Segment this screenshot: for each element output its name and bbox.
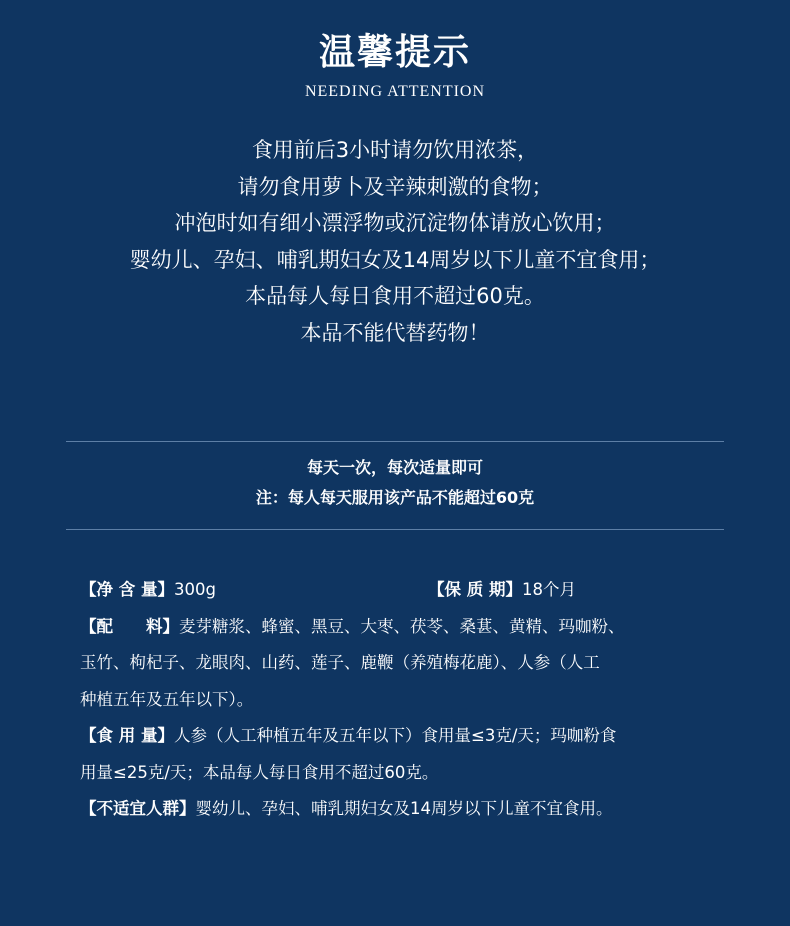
page-subtitle: NEEDING ATTENTION (304, 83, 486, 100)
serving-line-2: 用量≤25克/天；本品每人每日食用不超过60克。 (80, 762, 439, 782)
ingredients-line-1 (80, 609, 720, 646)
notice-item: 本品不能代替药物！ (300, 320, 490, 345)
net-content-value: 300g (174, 580, 216, 599)
dosage-note: 注：每人每天服用该产品不能超过60克 (255, 488, 535, 507)
net-content-label: 【净 含 量】 (80, 580, 174, 599)
net-content (80, 572, 428, 609)
notice-item: 婴幼儿、孕妇、哺乳期妇女及14周岁以下儿童不宜食用； (129, 247, 661, 272)
info-row-net-shelf (80, 572, 720, 609)
shelf-life-label: 【保 质 期】 (428, 580, 522, 599)
notice-item: 食用前后3小时请勿饮用浓茶， (251, 138, 539, 162)
serving-line-1 (80, 718, 720, 755)
ingredients-line-2: 玉竹、枸杞子、龙眼肉、山药、莲子、鹿鞭（养殖梅花鹿）、人参（人工 (80, 653, 600, 672)
divider-top (66, 441, 724, 442)
shelf-life (428, 572, 576, 609)
notice-item: 本品每人每日食用不超过60克。 (245, 284, 545, 308)
ingredients-line-3: 种植五年及五年以下）。 (80, 689, 254, 709)
dosage-block (0, 453, 790, 513)
notice-item: 冲泡时如有细小漂浮物或沉淀物体请放心饮用； (174, 211, 616, 235)
ingredients-label: 【配 料】 (80, 616, 179, 636)
notice-list (0, 132, 790, 351)
serving-label: 【食 用 量】 (80, 726, 174, 745)
serving-value: 人参（人工种植五年及五年以下）食用量≤3克/天；玛咖粉食 (174, 726, 617, 745)
notice-item: 请勿食用萝卜及辛辣刺激的食物； (237, 174, 553, 199)
shelf-life-value: 18个月 (522, 580, 576, 599)
product-info (80, 572, 720, 828)
unsuitable-value: 婴幼儿、孕妇、哺乳期妇女及14周岁以下儿童不宜食用。 (195, 799, 613, 818)
unsuitable-label: 【不适宜人群】 (80, 799, 196, 818)
ingredients-value: 麦芽糖浆、蜂蜜、黑豆、大枣、茯苓、桑葚、黄精、玛咖粉、 (179, 616, 625, 636)
unsuitable-line (80, 791, 720, 828)
page-title: 温馨提示 (318, 31, 471, 73)
dosage-line: 每天一次，每次适量即可 (306, 458, 483, 477)
divider-bottom (66, 529, 724, 530)
